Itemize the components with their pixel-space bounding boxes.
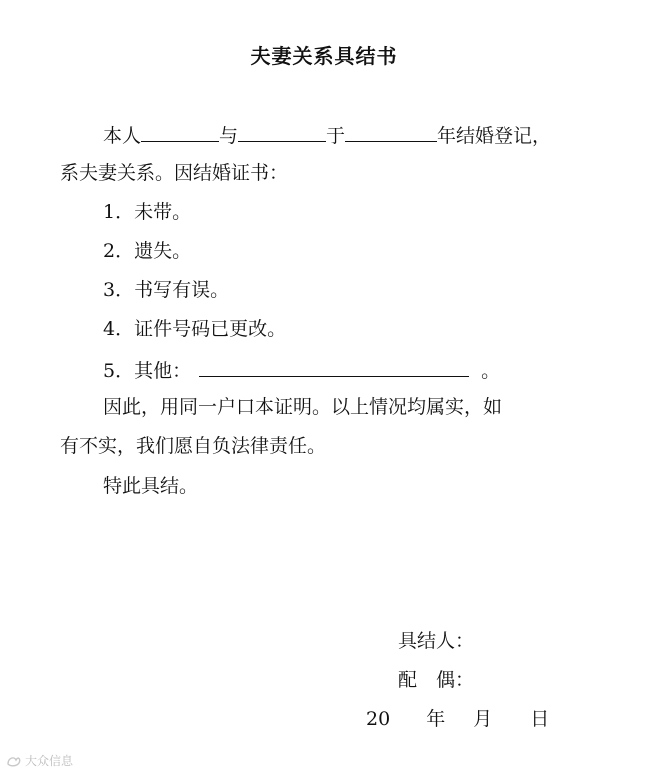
date-year: 20 [366, 708, 391, 730]
date-day-label: 日 [530, 708, 550, 730]
watermark [6, 752, 73, 769]
text-segment: 与 [219, 125, 239, 147]
blank-year [345, 121, 437, 142]
list-item-label: 5．其他： [103, 360, 192, 382]
signature-date [366, 707, 549, 731]
document-title: 夫妻关系具结书 [250, 44, 398, 68]
blank-name-2 [238, 121, 326, 142]
date-month-label: 月 [473, 708, 493, 730]
list-item: 4．证件号码已更改。 [103, 318, 287, 340]
blank-name-1 [141, 121, 219, 142]
watermark-text: 大众信息 [25, 754, 74, 768]
paragraph-1-line-2: 系夫妻关系。因结婚证书： [60, 162, 289, 184]
watermark-logo-icon [6, 754, 22, 768]
signature-spouse: 配 偶： [398, 669, 475, 691]
signature-declarant: 具结人： [398, 630, 475, 652]
date-year-label: 年 [426, 708, 446, 730]
list-item: 2．遗失。 [103, 240, 192, 262]
list-item-other [103, 356, 500, 383]
list-item: 1．未带。 [103, 201, 192, 223]
paragraph-1-line-1 [103, 121, 551, 148]
text-segment: 年结婚登记， [437, 125, 552, 147]
list-item: 3．书写有误。 [103, 279, 230, 301]
list-item-end: 。 [481, 360, 501, 382]
blank-other [199, 356, 469, 377]
closing-text: 特此具结。 [103, 475, 199, 497]
paragraph-2-line-1: 因此，用同一户口本证明。以上情况均属实，如 [103, 396, 503, 418]
text-segment: 于 [326, 125, 346, 147]
paragraph-2-line-2: 有不实，我们愿自负法律责任。 [60, 435, 327, 457]
text-segment: 本人 [103, 125, 142, 147]
